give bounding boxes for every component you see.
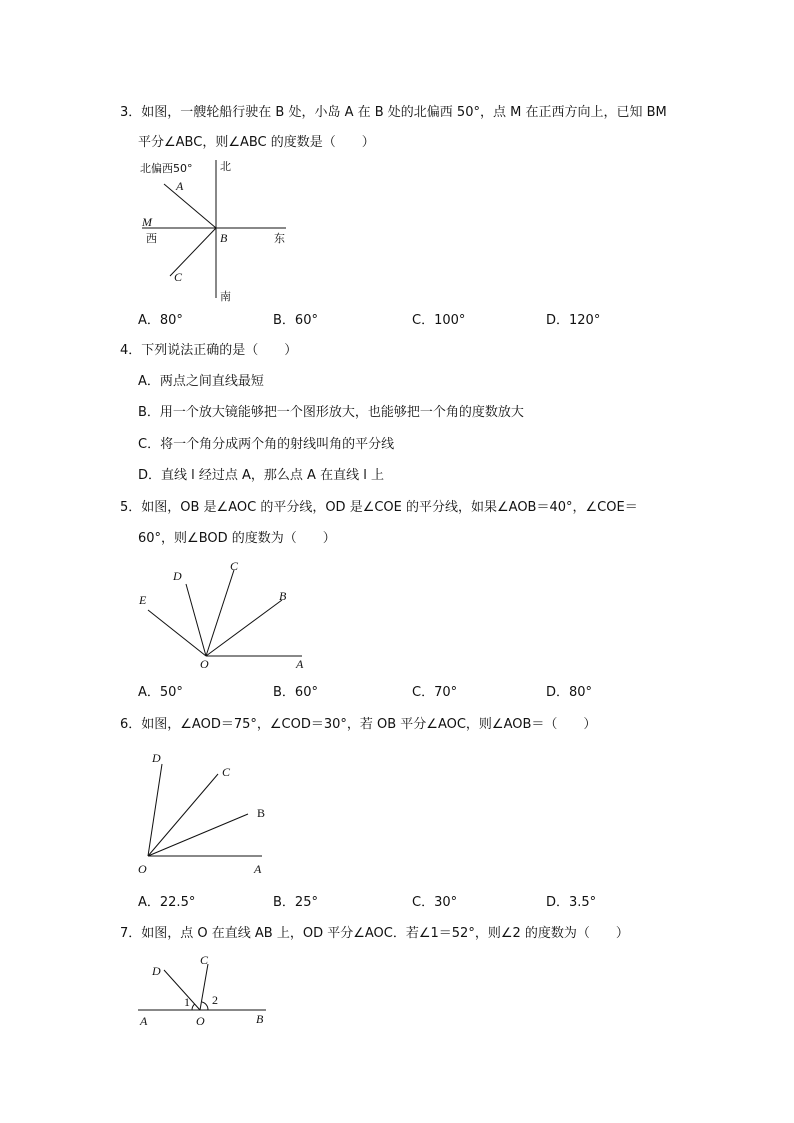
q5-point-d: D bbox=[173, 569, 182, 583]
q3-option-c: C．100° bbox=[412, 313, 466, 328]
q4-choice-a: A．两点之间直线最短 bbox=[138, 374, 264, 389]
q6-point-d: D bbox=[152, 751, 161, 765]
q3-option-d: D．120° bbox=[546, 313, 601, 328]
q5-point-c: C bbox=[230, 559, 239, 573]
q4-choice-c: C．将一个角分成两个角的射线叫角的平分线 bbox=[138, 437, 395, 452]
q7-point-b: B bbox=[256, 1012, 264, 1026]
q3-east-label: 东 bbox=[274, 232, 285, 245]
q7-angle-1: 1 bbox=[184, 995, 190, 1009]
q6-stem: 6．如图，∠AOD＝75°，∠COD＝30°，若 OB 平分∠AOC，则∠AOB＝（ ） bbox=[120, 717, 597, 732]
q7-angle-2: 2 bbox=[212, 993, 218, 1007]
q3-point-m: M bbox=[142, 215, 152, 229]
q7-point-c: C bbox=[200, 953, 209, 967]
q4-choice-d: D．直线 l 经过点 A，那么点 A 在直线 l 上 bbox=[138, 468, 384, 483]
q3-figure bbox=[136, 156, 296, 308]
q3-point-b: B bbox=[220, 231, 228, 245]
q7-stem: 7．如图，点 O 在直线 AB 上，OD 平分∠AOC．若∠1＝52°，则∠2 的度数为（ ） bbox=[120, 926, 629, 941]
q7-point-a: A bbox=[140, 1014, 148, 1028]
q5-option-d: D．80° bbox=[546, 685, 593, 700]
q3-option-a: A．80° bbox=[138, 313, 183, 328]
q5-point-e: E bbox=[139, 593, 147, 607]
q3-point-a: A bbox=[176, 179, 184, 193]
q6-point-b: B bbox=[257, 806, 266, 820]
q3-north-label: 北 bbox=[220, 160, 231, 173]
q3-note-label: 北偏西50° bbox=[140, 162, 193, 175]
q6-option-b: B．25° bbox=[273, 895, 318, 910]
q6-option-a: A．22.5° bbox=[138, 895, 196, 910]
q7-point-o: O bbox=[196, 1014, 205, 1028]
q5-point-o: O bbox=[200, 657, 209, 670]
q5-stem-line2: 60°，则∠BOD 的度数为（ ） bbox=[138, 531, 336, 546]
q6-figure bbox=[136, 746, 276, 880]
q5-point-b: B bbox=[279, 589, 287, 603]
q6-point-o: O bbox=[138, 862, 147, 876]
q5-point-a: A bbox=[296, 657, 304, 670]
q3-south-label: 南 bbox=[220, 290, 231, 303]
q4-choice-b: B．用一个放大镜能够把一个图形放大，也能够把一个角的度数放大 bbox=[138, 405, 524, 420]
q5-option-b: B．60° bbox=[273, 685, 318, 700]
q6-point-c: C bbox=[222, 765, 231, 779]
q7-figure bbox=[136, 950, 276, 1030]
q4-stem: 4．下列说法正确的是（ ） bbox=[120, 343, 298, 358]
q5-option-a: A．50° bbox=[138, 685, 183, 700]
q3-stem-line1: 3．如图，一艘轮船行驶在 B 处，小岛 A 在 B 处的北偏西 50°，点 M 在正西方向上，已知 BM bbox=[120, 105, 667, 120]
q5-stem-line1: 5．如图，OB 是∠AOC 的平分线，OD 是∠COE 的平分线，如果∠AOB＝40°，∠COE＝ bbox=[120, 500, 638, 515]
q3-option-b: B．60° bbox=[273, 313, 318, 328]
q6-option-c: C．30° bbox=[412, 895, 458, 910]
q3-stem-line2: 平分∠ABC，则∠ABC 的度数是（ ） bbox=[138, 135, 375, 150]
q3-west-label: 西 bbox=[146, 232, 157, 245]
q5-option-c: C．70° bbox=[412, 685, 458, 700]
q7-point-d: D bbox=[152, 964, 161, 978]
q5-figure bbox=[136, 558, 316, 670]
q6-point-a: A bbox=[254, 862, 262, 876]
q3-point-c: C bbox=[174, 270, 183, 284]
q6-option-d: D．3.5° bbox=[546, 895, 597, 910]
